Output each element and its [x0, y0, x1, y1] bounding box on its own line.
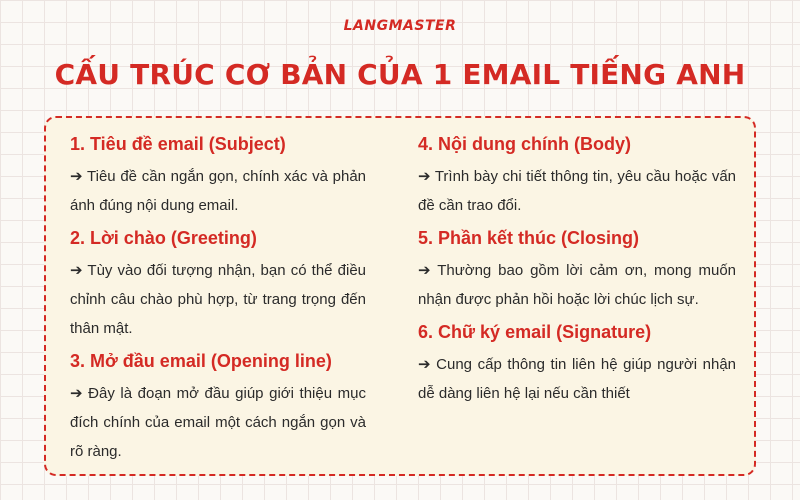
section-text: ➔ Trình bày chi tiết thông tin, yêu cầu hoặc vấn đề cần trao đổi. [418, 168, 736, 214]
left-column [70, 132, 366, 472]
section-text: ➔ Đây là đoạn mở đầu giúp giới thiệu mục đích chính của email một cách ngắn gọn và rõ ràng. [70, 385, 366, 460]
section-heading: 6. Chữ ký email (Signature) [418, 322, 652, 342]
section-closing [418, 226, 736, 314]
section-text: ➔ Cung cấp thông tin liên hệ giúp người nhận dễ dàng liên hệ lại nếu cần thiết [418, 356, 736, 402]
section-heading: 5. Phần kết thúc (Closing) [418, 228, 640, 248]
section-text: ➔ Tùy vào đối tượng nhận, bạn có thể điều chỉnh câu chào phù hợp, từ trang trọng đến thân mật. [70, 262, 366, 337]
section-body [418, 132, 736, 220]
brand-logo: LANGMASTER [343, 18, 457, 34]
section-subject [70, 132, 366, 220]
section-heading: 4. Nội dung chính (Body) [418, 134, 631, 154]
section-heading: 3. Mở đầu email (Opening line) [70, 351, 332, 371]
right-column [418, 132, 736, 414]
page-title: CẤU TRÚC CƠ BẢN CỦA 1 EMAIL TIẾNG ANH [54, 58, 746, 91]
section-text: ➔ Thường bao gồm lời cảm ơn, mong muốn nhận được phản hồi hoặc lời chúc lịch sự. [418, 262, 736, 308]
content-card [44, 116, 756, 476]
section-signature [418, 320, 736, 408]
section-text: ➔ Tiêu đề cần ngắn gọn, chính xác và phản ánh đúng nội dung email. [70, 168, 366, 214]
section-heading: 2. Lời chào (Greeting) [70, 228, 257, 248]
section-opening-line [70, 349, 366, 466]
section-greeting [70, 226, 366, 343]
section-heading: 1. Tiêu đề email (Subject) [70, 134, 286, 154]
